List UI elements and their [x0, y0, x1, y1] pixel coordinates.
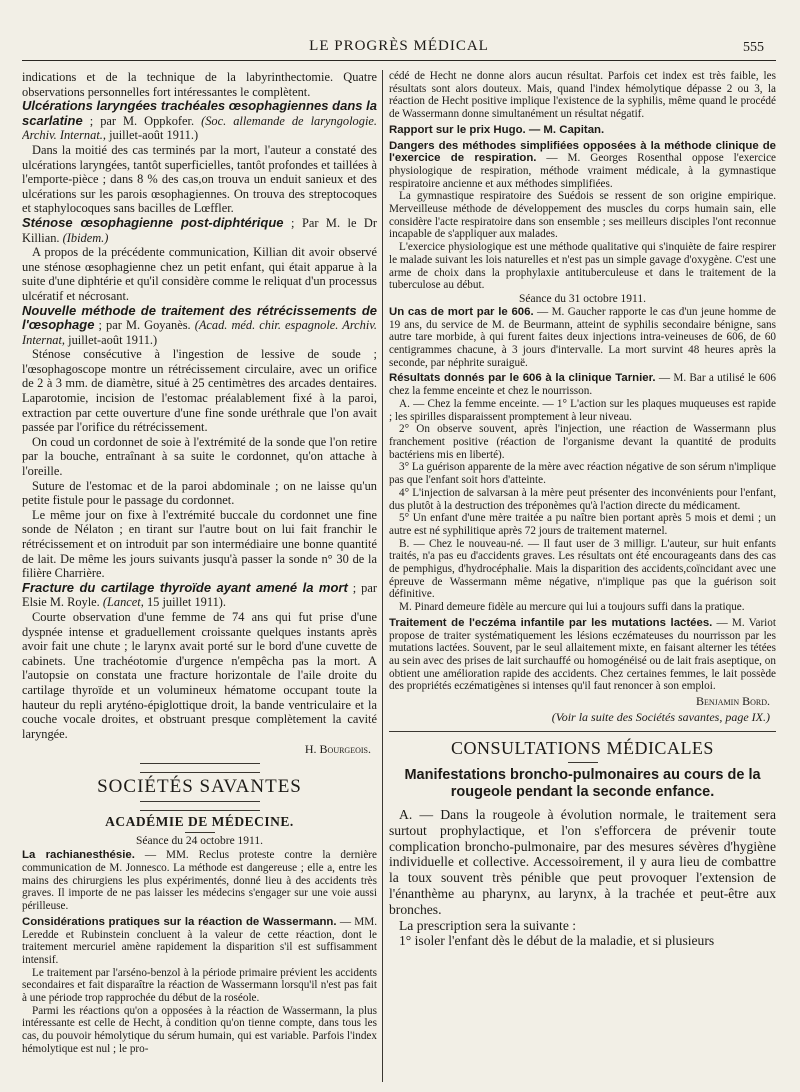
left-column	[22, 70, 377, 1082]
section-title: CONSULTATIONS MÉDICALES	[451, 738, 714, 759]
article-body: Le même jour on fixe à l'extrémité buccale du cordonnet une fine sonde de Nélaton ; en tirant sur l'autre bout on lui fait franchir le rétrécissement et on introduit par son intermédiaire une bonne quantité de lait. De même les jours suivants jusqu'à passer la sonde n° 30 de la filière Charrière.	[22, 507, 377, 581]
article-source: (Soc. allemande de laryngologie. Archiv. Internat.,	[22, 113, 377, 143]
society-name: ACADÉMIE DE MÉDECINE.	[105, 814, 294, 830]
article-body: Sténose consécutive à l'ingestion de lessive de soude ; l'œsophagoscope montre un rétrécissement circulaire, avec un orifice de 2 à 3 mm. de diamètre, situé à 25 centimètres des arcades dentaires. Laparotomie, incision de l'estomac préalablement fixé à la paroi, extraction par cette ouverture d'une fine sonde uréthrale que l'on avait passée par l'orifice du rétrécissement.	[22, 347, 377, 435]
consultation-body: La prescription sera la suivante :	[399, 917, 577, 933]
report-title: Un cas de mort par le 606.	[389, 305, 534, 318]
report-body: — MM. Reclus proteste contre la dernière communication de M. Jonnesco. La méthode est dangereuse ; elle a, entre les mains des chirurgiens les plus expérimentés, donné lieu à des accidents très graves. Il importe de ne pas laisser les médecins s'engager sur une voie aussi périlleuse.	[22, 849, 377, 913]
article-nouvelle-methode	[22, 304, 377, 348]
report-wassermann	[22, 916, 377, 967]
article-fracture	[22, 581, 377, 610]
report-title: Résultats donnés par le 606 à la clinique Tarnier.	[389, 372, 656, 385]
report-body: cédé de Hecht ne donne alors aucun résultat. Parfois cet index est très faible, les résultats sont alors douteux. Mais, quand l'index hémolytique dépasse 2 ou 3, la réaction de Hecht positive implique l'existence de la syphilis, même quand le procédé de Wassermann donne simultanément un résultat négatif.	[389, 70, 776, 121]
article-source: (Acad. méd. chir. espagnole. Archiv. Internat,	[22, 318, 377, 347]
report-body: La gymnastique respiratoire des Suédois se ressent de son origine empirique. Merveilleuse méthode de développement des muscles du corps humain sain, elle considère l'acte respiratoire dans son ensemble ; ses meilleurs disciples l'ont reconnue incapable de s'appliquer aux malades.	[389, 190, 776, 241]
report-title: Rapport sur le prix Hugo. — M. Capitan.	[389, 123, 605, 136]
report-body: 4° L'injection de salvarsan à la mère peut présenter des inconvénients pour l'enfant, dus plutôt à la destruction des tréponèmes qu'à l'action directe du médicament.	[389, 486, 776, 512]
report-title: Considérations pratiques sur la réaction de Wassermann.	[22, 915, 337, 928]
article-source: (Lancet,	[102, 595, 144, 610]
report-rachianesthesie	[22, 849, 377, 913]
report-body: A. — Chez la femme enceinte. — 1° L'action sur les plaques muqueuses est rapide ; les spirilles disparaissent promptement à leur niveau.	[389, 397, 776, 423]
article-date: 15 juillet 1911).	[146, 595, 226, 610]
report-body: — M. Georges Rosenthal oppose l'exercice physiologique de respiration, méthode vraiment médicale, à la gymnastique respiratoire ancienne et aux méthodes simplifiées.	[389, 152, 776, 190]
report-body: M. Pinard demeure fidèle au mercure qui lui a toujours suffi dans la pratique.	[399, 601, 745, 614]
article-date: juillet-août 1911.)	[68, 332, 158, 347]
article-body: Courte observation d'une femme de 74 ans qui fut prise d'une dyspnée intense et graduellement croissante quelques instants après avoir fait une chute ; le larynx avait porté sur le bord d'une cuvette de cabinets. Une trachéotomie d'urgence n'empêcha pas la mort. A l'autopsie on constata une fracture horizontale de l'aile droite du cartilage thyroïde et un volumineux hématome occupant toute la hauteur du repli aryténo-épiglottique droit, la bande ventriculaire et la couche vocale droites, et obstruant presque complètement la cavité laryngée.	[22, 609, 377, 741]
divider	[568, 762, 598, 763]
article-author: ; par M. Oppkofer.	[89, 113, 195, 128]
page-header	[22, 0, 776, 61]
consultation-body: A. — Dans la rougeole à évolution normale, le traitement sera surtout prophylactique, et l'on s'efforcera de prévenir toute complication broncho-pulmonaire, par des mesures sévères d'hygiène individuelle et collective. Accessoirement, il y aura lieu de combattre la toux souvent très pénible que peut provoquer l'extension de l'énanthème au pharynx, au larynx, à la trachée et peut-être aux bronches.	[389, 807, 776, 917]
article-date: juillet-août 1911.)	[109, 128, 199, 143]
report-body: Parmi les réactions qu'on a opposées à la réaction de Wassermann, la plus intéressante est celle de Hecht, à condition qu'on tienne compte, dans tous les cas, du pouvoir hémolytique du sérum humain, qui est variable. Parfois l'index hémolytique est nul ; le pro-	[22, 1004, 377, 1055]
author-signature: H. Bourgeois.	[304, 742, 371, 757]
article-body: On coud un cordonnet de soie à l'extrémité de la sonde que l'on retire par la bouche, entraînant à sa suite le cordonnet, qu'on attache à l'oreille.	[22, 434, 377, 479]
report-prix-hugo	[389, 124, 776, 137]
report-body: — MM. Leredde et Rubinstein concluent à la valeur de cette réaction, dont le traitement mercuriel amène rapidement la disparition s'il est suffisamment intensif.	[22, 915, 377, 966]
article-author: ; Par M. le Dr Killian.	[22, 215, 377, 245]
article-ulcerations	[22, 99, 377, 143]
report-title: Dangers des méthodes simplifiées opposées à la méthode clinique de l'exercice de respiration.	[389, 139, 776, 165]
session-date: Séance du 24 octobre 1911.	[136, 835, 263, 848]
article-body: Suture de l'estomac et de la paroi abdominale ; on ne laisse qu'un petite fistule pour le passage du cordonnet.	[22, 478, 377, 508]
text-columns	[22, 70, 776, 1082]
report-eczema	[389, 617, 776, 693]
consultation-body: 1° isoler l'enfant dès le début de la maladie, et si plusieurs	[399, 933, 715, 949]
consultation-subtitle: Manifestations broncho-pulmonaires au cours de la rougeole pendant la seconde enfance.	[404, 767, 761, 801]
report-mort-606	[389, 306, 776, 370]
report-body: B. — Chez le nouveau-né. — Il faut user de 3 milligr. L'auteur, sur huit enfants traités, n'a pas eu d'accidents graves. Les résultats ont été encourageants dans des cas de pemphigus, d'hydrocéphalie. Mais la disparition des accidents,coïncidant avec une épreuve de Wassermann même négative, n'implique pas que la guérison soit définitive.	[389, 537, 776, 601]
article-body: A propos de la précédente communication, Killian dit avoir observé une sténose œsophagienne chez un petit enfant, qui était apparue à la suite d'une diphtérie et qu'il considère comme le reliquat d'un processus ulcératif et nécrosant.	[22, 245, 377, 303]
article-author: ; par Elsie M. Royle.	[22, 580, 377, 610]
section-header-societes	[22, 763, 377, 811]
intro-paragraph: indications et de la technique de la labyrinthectomie. Quatre observations personnelles fort intéressantes le complètent.	[22, 70, 377, 99]
article-title: Sténose œsophagienne post-diphtérique	[22, 214, 284, 230]
continuation-note: (Voir la suite des Sociétés savantes, page IX.)	[551, 710, 770, 725]
article-title: Fracture du cartilage thyroïde ayant amené la mort	[22, 579, 348, 595]
article-source: (Ibidem.)	[62, 230, 109, 245]
consultations-section	[389, 731, 776, 949]
right-column	[389, 70, 776, 1082]
report-body: 3° La guérison apparente de la mère avec réaction négative de son sérum n'implique pas que l'enfant soit hors d'atteinte.	[389, 461, 776, 487]
report-body: 2° On observe souvent, après l'injection, une réaction de Wassermann plus franchement positive (réaction de l'organisme devant la quantité de produits bactériens mis en liberté).	[389, 423, 776, 461]
author-signature: Benjamin Bord.	[695, 694, 770, 709]
article-author: ; par M. Goyanès.	[98, 318, 191, 333]
divider	[185, 832, 215, 833]
report-body: — M. Gaucher rapporte le cas d'un jeune homme de 19 ans, du service de M. de Beurmann, atteint de syphilis secondaire bénigne, sans autre tare morbide, à qui furent faites deux injections intra-veineuses de 606, de 60 centigrammes chacune, à 3 jours d'intervalle. La mort survint 48 heures après la seconde, par néphrite suraiguë.	[389, 305, 776, 369]
page-number: 555	[743, 40, 764, 55]
report-tarnier	[389, 372, 776, 397]
article-title: Ulcérations laryngées trachéales œsophagiennes dans la scarlatine	[22, 98, 377, 128]
report-body: Le traitement par l'arséno-benzol à la période primaire prévient les accidents secondaires et fait disparaître la réaction de Wassermann lorsqu'il n'est pas fait à une période trop rapprochée du début de la roséole.	[22, 966, 377, 1005]
report-title: Traitement de l'eczéma infantile par les mutations lactées.	[389, 616, 713, 629]
section-title: SOCIÉTÉS SAVANTES	[97, 776, 302, 798]
journal-title: LE PROGRÈS MÉDICAL	[309, 38, 489, 54]
article-stenose	[22, 216, 377, 245]
article-title: Nouvelle méthode de traitement des rétrécissements de l'œsophage	[22, 302, 377, 333]
report-body: — M. Variot propose de traiter systématiquement les lésions eczémateuses du nourrisson par les mutations lactées. Souvent, par le seul allaitement mixte, en faisant alterner les tétées au sein avec des prises de lait surchauffé ou homogénéisé ou de lait frais aseptique, on obtient une amélioration rapide des accidents. Chez certaines femmes, le lait possède des propriétés eczématigènes si intenses qu'il faut renoncer à son emploi.	[389, 616, 776, 693]
column-divider	[382, 70, 383, 1082]
ornament-rule	[140, 801, 260, 811]
report-body: L'exercice physiologique est une méthode qualitative qui s'inquiète de faire respirer le malade suivant les lois naturelles et n'est pas un simple gavage d'oxygène. C'est une arme de choix dans la prophylaxie antituberculeuse et dans le traitement de la tuberculose au début.	[389, 241, 776, 292]
ornament-rule	[140, 763, 260, 773]
session-date: Séance du 31 octobre 1911.	[519, 292, 646, 305]
article-body: Dans la moitié des cas terminés par la mort, l'auteur a constaté des ulcérations laryngées, tantôt superficielles, tantôt profondes et taillées à l'emporte-pièce ; dans 8 % des cas,on trouva un enduit sanieux et des ulcérations sur les parois œsophagiennes. On trouva des streptocoques et staphylocoques sans bacilles de Lœffler.	[22, 142, 377, 216]
report-body: — M. Bar a utilisé le 606 chez la femme enceinte et chez le nourrisson.	[389, 372, 776, 398]
report-title: La rachianesthésie.	[22, 849, 135, 862]
report-body: 5° Un enfant d'une mère traitée a pu naître bien portant après 5 mois et demi ; un autre est né syphilitique après 72 jours de traitement maternel.	[389, 512, 776, 537]
report-respiration	[389, 140, 776, 191]
